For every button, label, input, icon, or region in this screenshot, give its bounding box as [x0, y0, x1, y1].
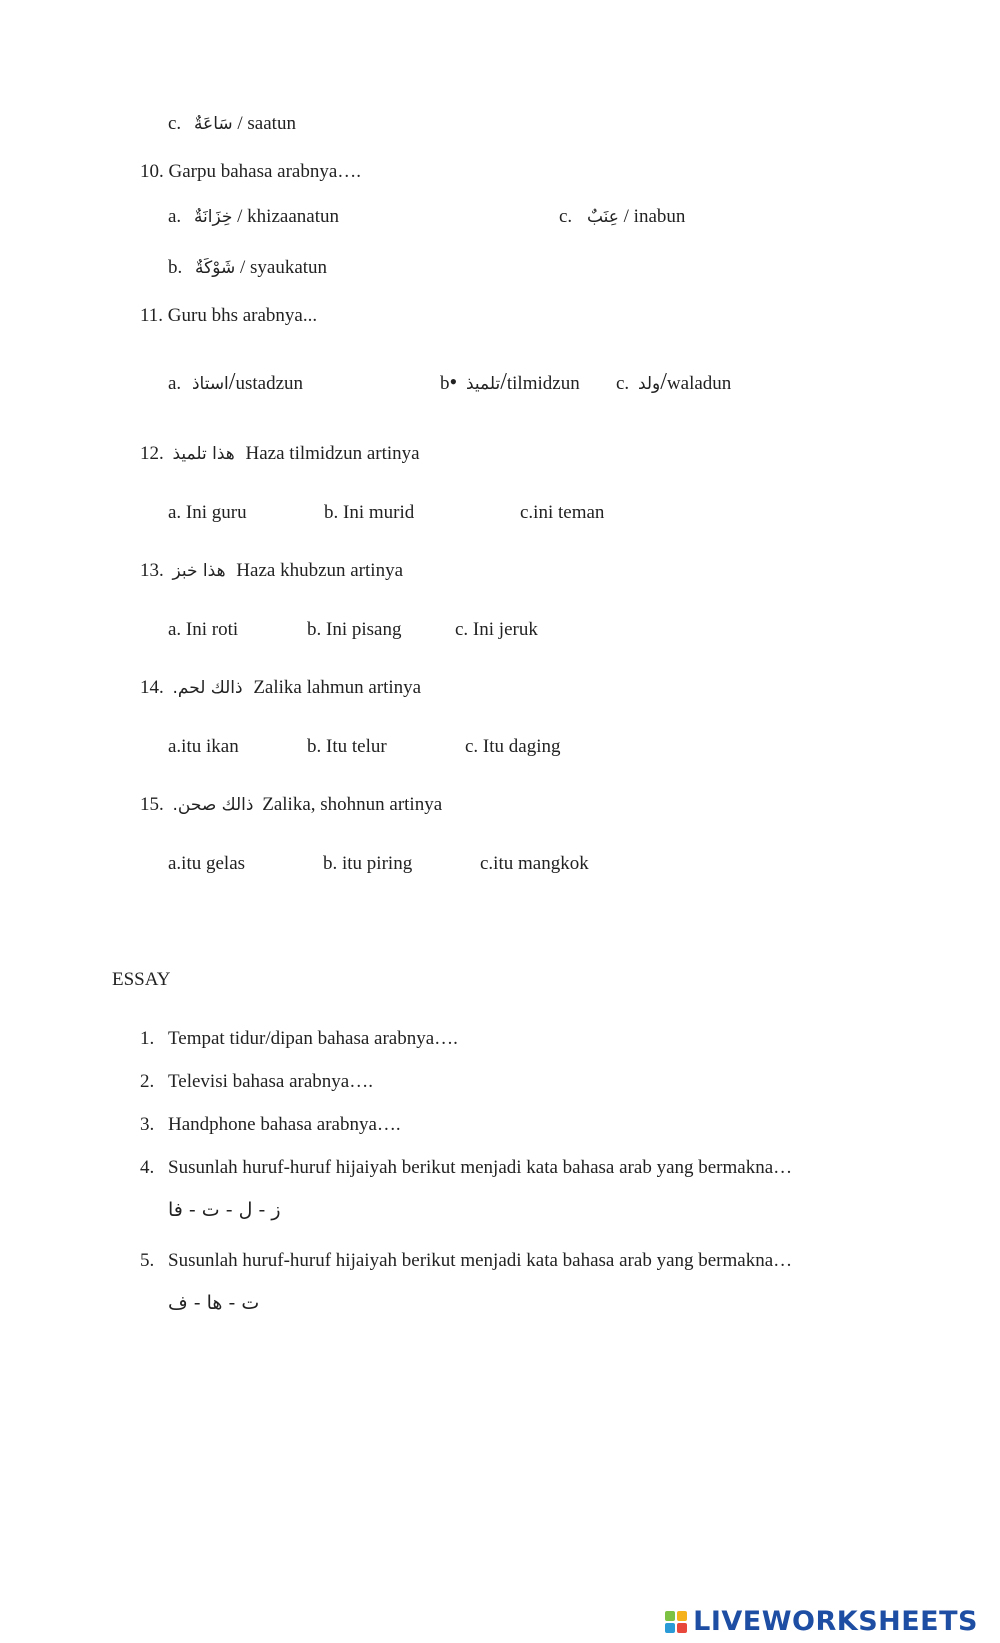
- transliteration: / saatun: [232, 113, 296, 134]
- arabic-word: سَاعَةٌ: [193, 114, 233, 134]
- arabic-phrase: هذا تلميذ: [172, 444, 235, 464]
- slash: /: [228, 369, 236, 395]
- item-number: 4.: [140, 1157, 155, 1178]
- transliteration: / khizaanatun: [232, 206, 339, 227]
- item-text: Tempat tidur/dipan bahasa arabnya….: [168, 1028, 458, 1049]
- transliteration: ustadzun: [235, 373, 304, 394]
- essay-item: [140, 1115, 401, 1134]
- arabic-word: عِنَبٌ: [586, 207, 619, 227]
- q14-question: [140, 678, 421, 697]
- slash: /: [660, 369, 667, 395]
- q14-option-a: a.itu ikan: [168, 736, 239, 757]
- q10-option-c: [559, 207, 685, 226]
- essay-item: [140, 1072, 373, 1091]
- option-letter: c.: [559, 206, 573, 227]
- option-letter: b: [440, 373, 450, 394]
- liveworksheets-logo: [665, 1606, 978, 1637]
- question-text: Haza tilmidzun artinya: [245, 443, 420, 464]
- q15-option-c: c.itu mangkok: [480, 853, 589, 874]
- item-number: 2.: [140, 1071, 155, 1092]
- question-number: 15.: [140, 794, 164, 815]
- logo-square: [677, 1623, 687, 1633]
- logo-square: [665, 1623, 675, 1633]
- logo-icon: [665, 1611, 687, 1633]
- arabic-word: شَوْكَةٌ: [195, 258, 236, 278]
- q14-option-c: c. Itu daging: [465, 736, 561, 757]
- q9-option-c: [168, 114, 296, 133]
- item-text: Susunlah huruf-huruf hijaiyah berikut menjadi kata bahasa arab yang bermakna…: [168, 1250, 793, 1271]
- q12-option-c: c.ini teman: [520, 502, 605, 523]
- q12-option-a: a. Ini guru: [168, 502, 247, 523]
- q12-option-b: b. Ini murid: [324, 502, 415, 523]
- q12-question: [140, 444, 420, 463]
- bullet-dot: •: [449, 369, 458, 394]
- q13-question: [140, 561, 403, 580]
- transliteration: tilmidzun: [506, 373, 580, 394]
- q11-question: 11. Guru bhs arabnya...: [140, 305, 318, 326]
- q10-question: 10. Garpu bahasa arabnya….: [140, 161, 362, 182]
- transliteration: / syaukatun: [235, 257, 328, 278]
- transliteration: / inabun: [618, 206, 686, 227]
- logo-square: [677, 1611, 687, 1621]
- item-number: 5.: [140, 1250, 155, 1271]
- q15-option-a: a.itu gelas: [168, 853, 246, 874]
- transliteration: waladun: [666, 373, 732, 394]
- logo-square: [665, 1611, 675, 1621]
- essay-letters: ت - ها - ف: [168, 1292, 260, 1314]
- arabic-phrase: ذالك لحم.: [172, 678, 243, 698]
- slash: /: [500, 369, 507, 395]
- item-text: Handphone bahasa arabnya….: [168, 1114, 401, 1135]
- option-letter: c.: [616, 373, 630, 394]
- q11-option-c: [616, 370, 731, 394]
- q10-option-a: [168, 207, 339, 226]
- option-letter: a.: [168, 206, 182, 227]
- q14-option-b: b. Itu telur: [307, 736, 387, 757]
- q11-option-a: [168, 370, 303, 394]
- arabic-phrase: ذالك صحن.: [172, 795, 254, 815]
- arabic-word: تلميذ: [465, 374, 501, 394]
- arabic-word: استاذ: [191, 374, 229, 394]
- q15-question: [140, 795, 442, 814]
- question-number: 14.: [140, 677, 164, 698]
- option-letter: a.: [168, 373, 182, 394]
- q13-option-a: a. Ini roti: [168, 619, 239, 640]
- item-number: 1.: [140, 1028, 155, 1049]
- essay-heading: ESSAY: [112, 969, 171, 990]
- essay-item: [140, 1158, 792, 1177]
- arabic-phrase: هذا خبز: [172, 561, 226, 581]
- q13-option-b: b. Ini pisang: [307, 619, 402, 640]
- essay-item: [140, 1029, 458, 1048]
- q13-option-c: c. Ini jeruk: [455, 619, 538, 640]
- logo-text: LIVEWORKSHEETS: [693, 1606, 978, 1637]
- question-text: Haza khubzun artinya: [236, 560, 404, 581]
- essay-item: [140, 1251, 792, 1270]
- q10-option-b: [168, 258, 327, 277]
- item-text: Televisi bahasa arabnya….: [168, 1071, 373, 1092]
- option-letter: b.: [168, 257, 183, 278]
- q15-option-b: b. itu piring: [323, 853, 413, 874]
- arabic-word: خِزَانَةٌ: [193, 207, 233, 227]
- essay-letters: ز - ل - ت - فا: [168, 1199, 281, 1221]
- item-text: Susunlah huruf-huruf hijaiyah berikut menjadi kata bahasa arab yang bermakna…: [168, 1157, 793, 1178]
- question-number: 12.: [140, 443, 164, 464]
- arabic-word: ولد: [637, 374, 661, 394]
- question-text: Zalika, shohnun artinya: [262, 794, 443, 815]
- option-letter: c.: [168, 113, 182, 134]
- item-number: 3.: [140, 1114, 155, 1135]
- question-text: Zalika lahmun artinya: [253, 677, 422, 698]
- q11-option-b: [440, 370, 580, 394]
- question-number: 13.: [140, 560, 164, 581]
